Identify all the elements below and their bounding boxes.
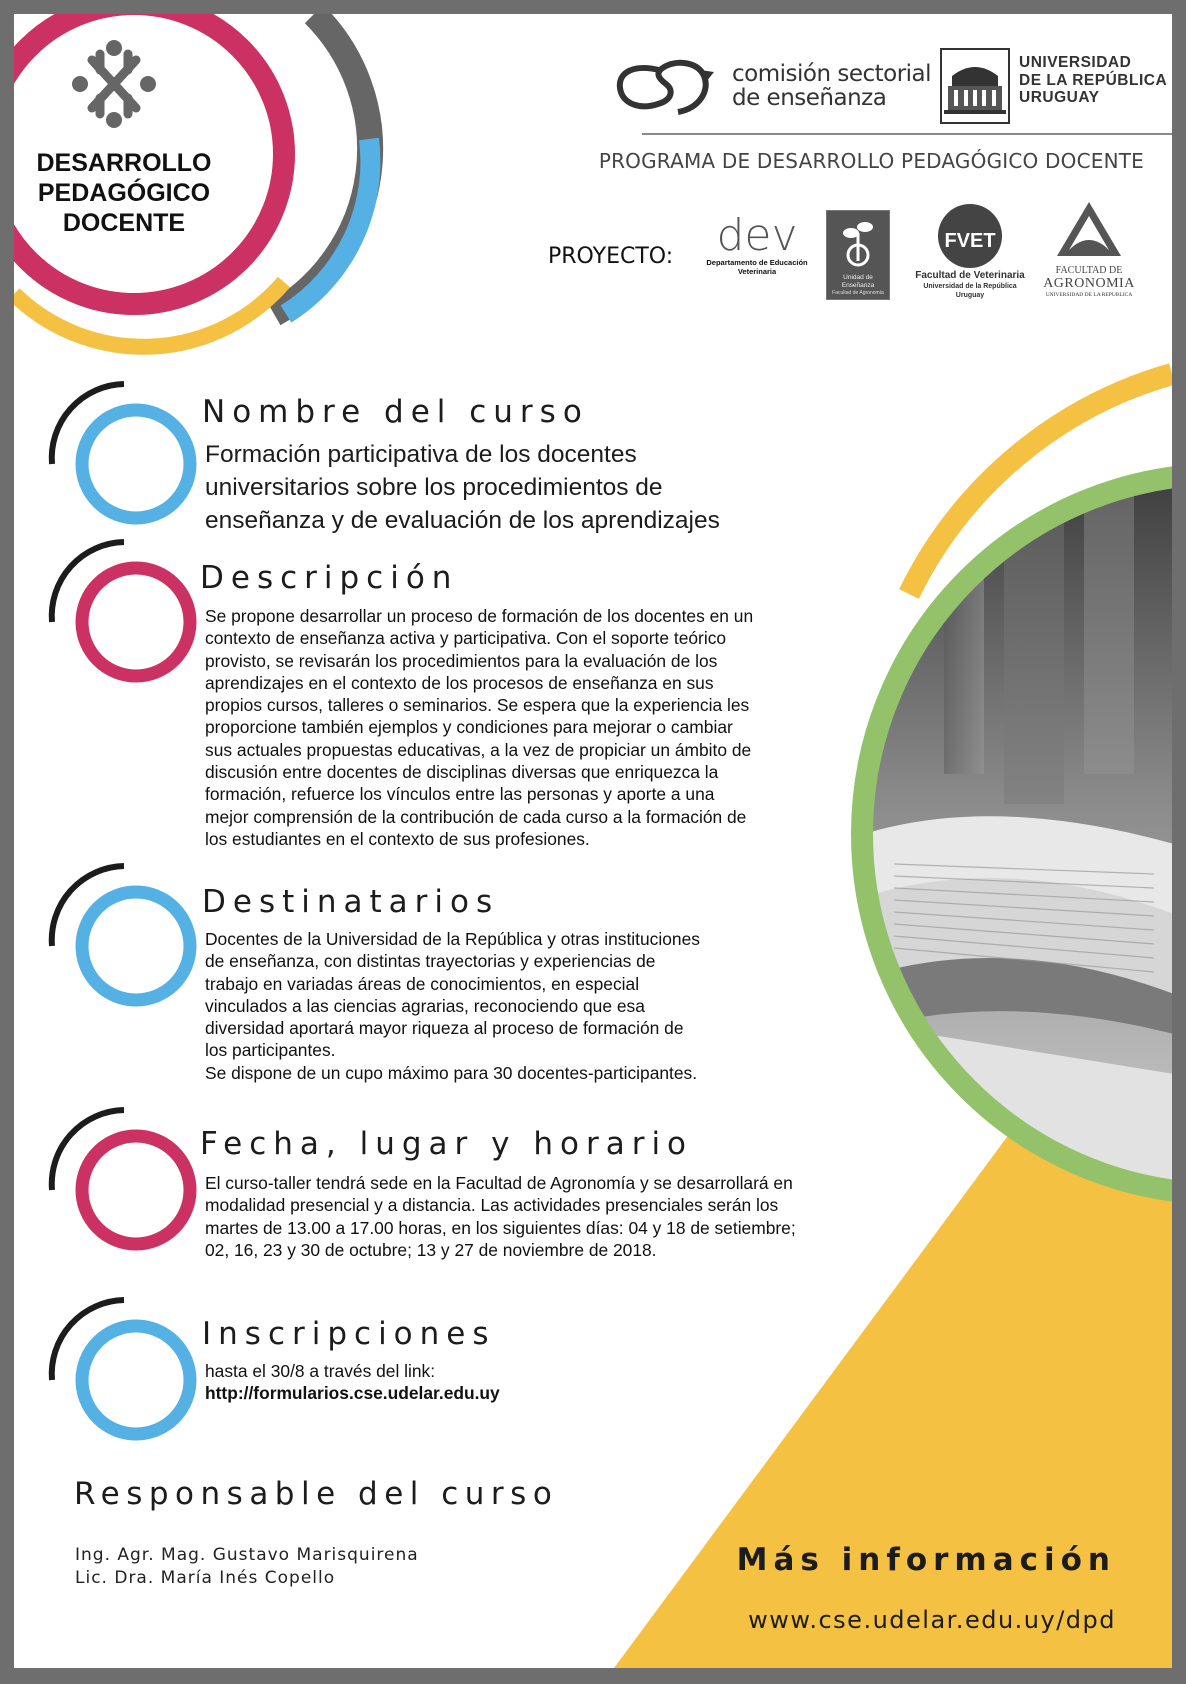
schedule-text [205, 1172, 796, 1261]
udelar-line: URUGUAY [1019, 89, 1100, 106]
description-line: Se propone desarrollar un proceso de formación de los docentes en un [205, 606, 754, 626]
fvet-badge: FVET [938, 204, 1002, 268]
cse-logo-icon [614, 50, 718, 130]
description-text [205, 605, 753, 850]
more-info-url[interactable]: www.cse.udelar.edu.uy/dpd [748, 1606, 1116, 1634]
ring-blue [82, 892, 190, 1000]
description-line: proporcione también ejemplos y condiciones para mejorar o cambiar [205, 717, 733, 738]
cse-line: de enseñanza [732, 85, 887, 111]
course-name-line: enseñanza y de evaluación de los aprendizajes [205, 507, 720, 534]
description-heading: Descripción [200, 560, 459, 596]
udelar-name [1019, 54, 1167, 107]
fvet-logo [906, 204, 1034, 300]
dev-logo [702, 210, 812, 276]
registration-line: hasta el 30/8 a través del link: [205, 1361, 436, 1381]
ue-caption: Enseñanza [841, 282, 875, 289]
schedule-heading: Fecha, lugar y horario [200, 1126, 694, 1162]
section-rings [44, 374, 204, 1474]
audience-line: Se dispone de un cupo máximo para 30 docentes-participantes. [205, 1062, 698, 1083]
program-name: PROGRAMA DE DESARROLLO PEDAGÓGICO DOCENTE [598, 149, 1144, 173]
more-info-heading: Más información [736, 1542, 1116, 1578]
audience-heading: Destinatarios [202, 884, 500, 920]
dpd-title [24, 148, 224, 238]
udelar-building-icon [940, 48, 1010, 124]
course-name-heading: Nombre del curso [202, 394, 589, 430]
course-name-line: Formación participativa de los docentes [205, 441, 637, 468]
responsible-names [75, 1544, 419, 1590]
agro-caption: AGRONOMIA [1043, 276, 1135, 291]
registration-text [205, 1360, 500, 1405]
course-name [205, 438, 720, 537]
responsible-name: Lic. Dra. María Inés Copello [75, 1568, 336, 1588]
schedule-line: modalidad presencial y a distancia. Las actividades presenciales serán los [205, 1195, 779, 1216]
audience-line: vinculados a las ciencias agrarias, reconociendo que esa [205, 995, 645, 1016]
description-line: propios cursos, talleres o seminarios. Se espera que la experiencia les [205, 695, 750, 716]
ring-pink [82, 1136, 190, 1244]
ue-caption: Unidad de [843, 274, 873, 281]
sprout-icon [827, 211, 889, 269]
audience-line: trabajo en variadas áreas de conocimientos, en especial [205, 973, 640, 994]
proyecto-label: PROYECTO: [548, 244, 674, 269]
ring-blue [82, 1326, 190, 1434]
description-line: sus actuales propuestas educativas, a la vez de propiciar un ámbito de [205, 739, 752, 760]
audience-line: los participantes. [205, 1040, 336, 1061]
description-line: discusión entre docentes de disciplinas diversas que enriquezca la [205, 762, 719, 783]
description-line: provisto, se revisarán los procedimientos para la evaluación de los [205, 650, 718, 671]
audience-line: de enseñanza, con distintas trayectorias y experiencias de [205, 951, 656, 972]
registration-link[interactable]: http://formularios.cse.udelar.edu.uy [205, 1383, 500, 1404]
registration-heading: Inscripciones [202, 1316, 496, 1352]
udelar-line: UNIVERSIDAD [1019, 54, 1132, 71]
agro-caption: FACULTAD DE [1055, 265, 1123, 276]
cse-name [732, 62, 931, 110]
dpd-title-line: DOCENTE [62, 209, 186, 237]
description-line: los estudiantes en el contexto de sus profesiones. [205, 828, 590, 849]
udelar-line: DE LA REPÚBLICA [1019, 71, 1168, 89]
dev-wordmark: dev [716, 210, 798, 261]
description-line: mejor comprensión de la contribución de cada curso a la formación de [205, 806, 747, 827]
fvet-caption: Facultad de Veterinaria [915, 270, 1025, 281]
schedule-line: 02, 16, 23 y 30 de octubre; 13 y 27 de noviembre de 2018. [205, 1239, 657, 1260]
dpd-title-line: DESARROLLO [36, 149, 212, 177]
description-line: aprendizajes en el contexto de los procesos de enseñanza en sus [205, 672, 714, 693]
description-line: contexto de enseñanza activa y participativa. Con el soporte teórico [205, 628, 727, 649]
dpd-title-line: PEDAGÓGICO [37, 179, 211, 207]
agronomia-triangle-icon [1055, 200, 1123, 260]
fvet-caption: Uruguay [955, 292, 985, 299]
audience-line: diversidad aportará mayor riqueza al proceso de formación de [205, 1018, 684, 1039]
ring-pink [82, 568, 190, 676]
cse-line: comisión sectorial [732, 61, 932, 87]
course-name-line: universitarios sobre los procedimientos de [205, 474, 663, 501]
dev-caption: Veterinaria [737, 267, 777, 276]
fvet-caption: Universidad de la República [923, 283, 1017, 290]
audience-line: Docentes de la Universidad de la República y otras instituciones [205, 929, 700, 949]
dev-caption: Departamento de Educación [706, 258, 808, 267]
responsible-name: Ing. Agr. Mag. Gustavo Marisquirena [75, 1545, 419, 1565]
description-line: formación, refuerce los vínculos entre las personas y aporte a una [205, 784, 715, 805]
agro-caption: UNIVERSIDAD DE LA REPUBLICA [1045, 292, 1133, 298]
responsible-heading: Responsable del curso [74, 1476, 559, 1512]
agronomia-logo [1024, 200, 1154, 299]
ring-blue [82, 410, 190, 518]
poster [14, 14, 1172, 1668]
ue-caption: Facultad de Agronomía [832, 290, 884, 296]
ue-logo [826, 210, 890, 300]
schedule-line: martes de 13.00 a 17.00 horas, en los siguientes días: 04 y 18 de setiembre; [205, 1217, 796, 1238]
schedule-line: El curso-taller tendrá sede en la Facultad de Agronomía y se desarrollará en [205, 1173, 793, 1193]
dpd-people-icon [70, 32, 158, 136]
audience-text [205, 928, 700, 1084]
